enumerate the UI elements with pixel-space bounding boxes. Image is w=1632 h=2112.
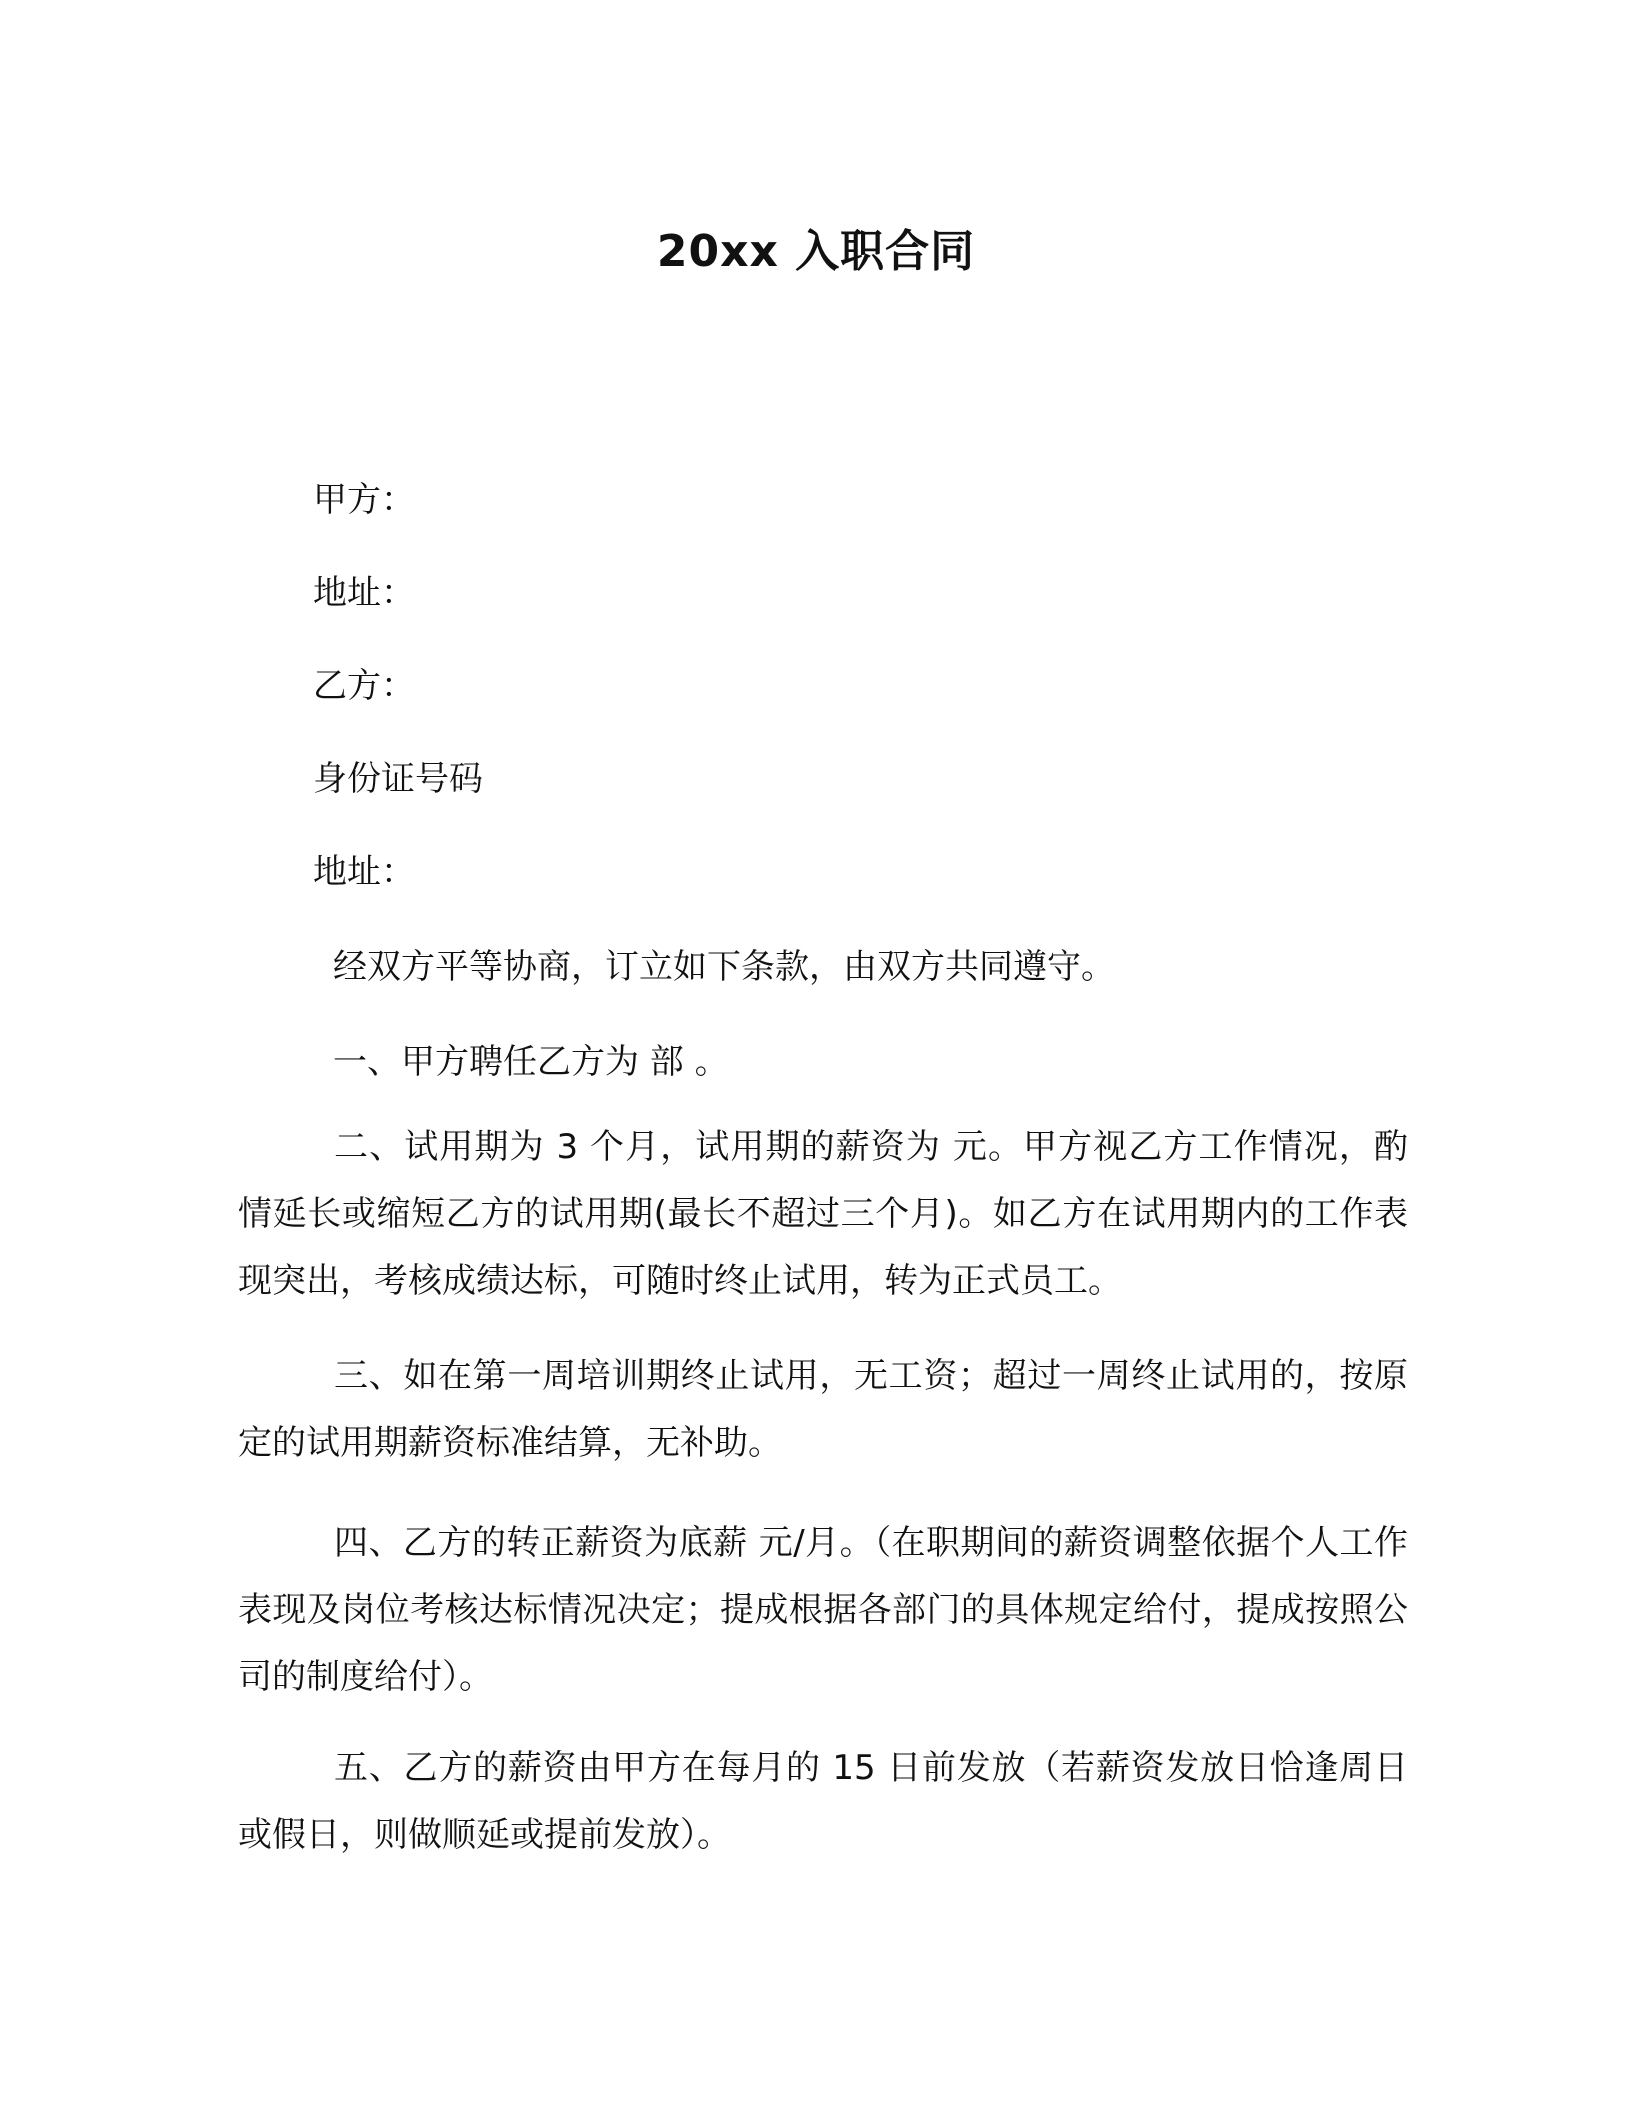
id-number-label: 身份证号码 [313,759,483,799]
party-b-label: 乙方： [313,666,415,706]
clause-2: 二、试用期为 3 个月，试用期的薪资为 元。甲方视乙方工作情况，酌情延长或缩短乙方的试用期(最长不超过三个月)。如乙方在试用期内的工作表现突出，考核成绩达标，可随时终止试用，转为正式员工。 [238,1127,1408,1301]
clause-5: 五、乙方的薪资由甲方在每月的 15 日前发放（若薪资发放日恰逢周日或假日，则做顺延或提前发放）。 [238,1748,1408,1855]
address-a-label: 地址： [313,573,415,613]
address-b-label: 地址： [313,852,415,892]
clause-1: 一、甲方聘任乙方为 部 。 [333,1042,729,1082]
party-a-label: 甲方： [313,480,415,520]
clause-3: 三、如在第一周培训期终止试用，无工资；超过一周终止试用的，按原定的试用期薪资标准结算，无补助。 [238,1356,1408,1463]
clause-4: 四、乙方的转正薪资为底薪 元/月。（在职期间的薪资调整依据个人工作表现及岗位考核达标情况决定；提成根据各部门的具体规定给付，提成按照公司的制度给付）。 [238,1523,1408,1697]
document-title: 20xx 入职合同 [656,226,976,277]
intro-paragraph: 经双方平等协商，订立如下条款，由双方共同遵守。 [333,947,1115,987]
